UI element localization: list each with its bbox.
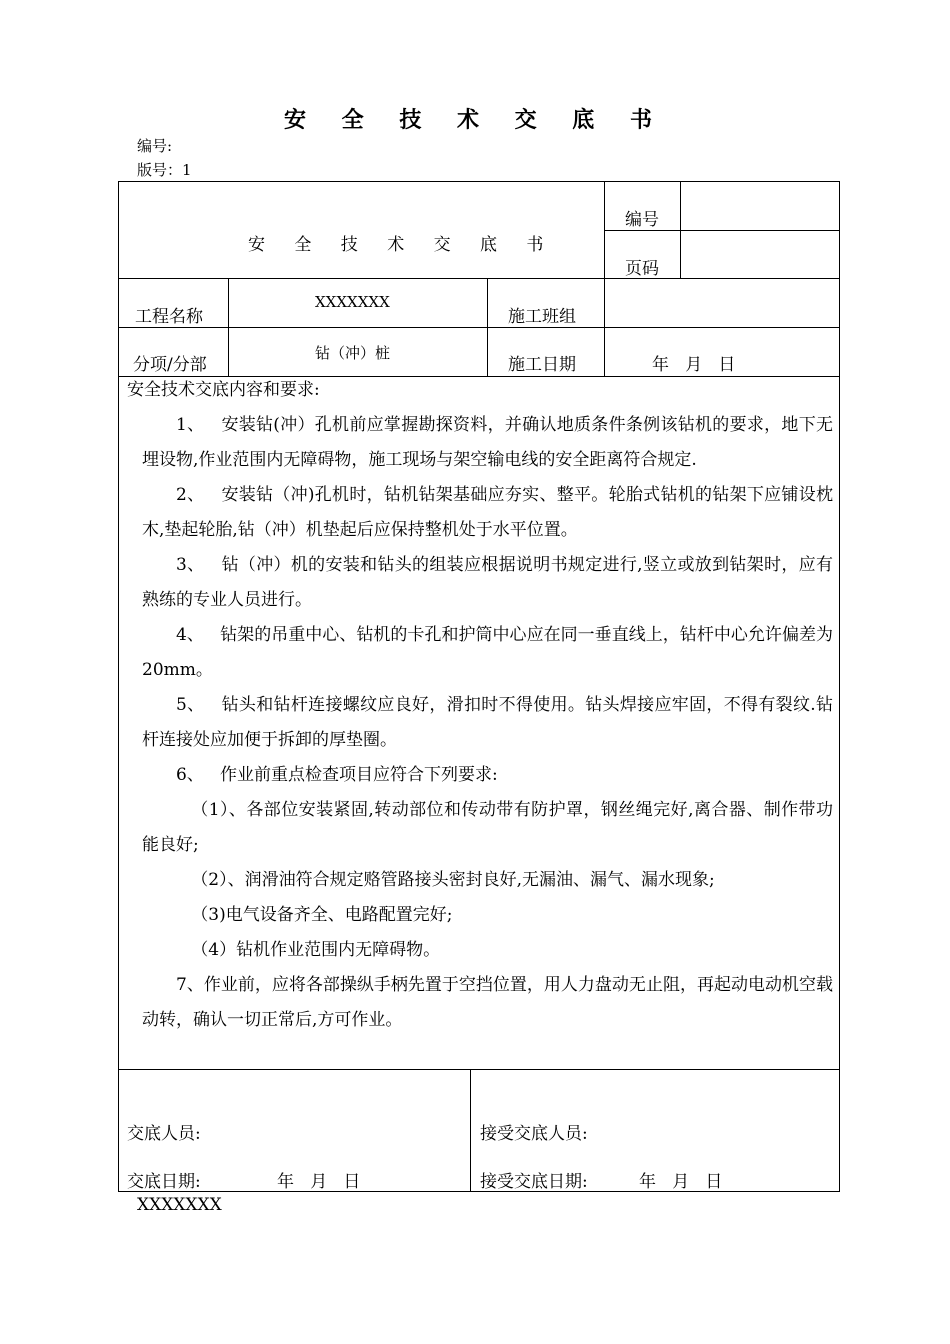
content-subitem: （3)电气设备齐全、电路配置完好;	[191, 905, 453, 925]
content-subitem: （1）、各部位安装紧固,转动部位和传动带有防护罩，钢丝绳完好,离合器、制作带功能良好;	[142, 800, 833, 855]
receiver-date-label: 接受交底日期:	[480, 1172, 588, 1192]
table-divider	[118, 1069, 840, 1070]
content-item: 3、 钻（冲）机的安装和钻头的组装应根据说明书规定进行,竖立或放到钻架时，应有熟练的专业人员进行。	[142, 555, 833, 610]
safety-content	[127, 377, 833, 1038]
date-value: 年 月 日	[652, 355, 736, 375]
subitem-value: 钻（冲）桩	[315, 344, 391, 362]
table-divider	[604, 181, 605, 377]
project-name-label: 工程名称	[135, 307, 203, 327]
content-item: 1、 安装钻(冲）孔机前应掌握勘探资料，并确认地质条件条例该钻机的要求，地下无埋设物,作业范围内无障碍物，施工现场与架空输电线的安全距离符合规定.	[142, 415, 833, 470]
receiver-label: 接受交底人员:	[480, 1124, 588, 1144]
giver-date-value: 年 月 日	[277, 1172, 361, 1192]
content-item: 4、 钻架的吊重中心、钻机的卡孔和护筒中心应在同一垂直线上，钻杆中心允许偏差为20mm。	[142, 625, 833, 680]
team-label: 施工班组	[508, 307, 576, 327]
content-item: 6、 作业前重点检查项目应符合下列要求:	[176, 765, 498, 785]
code-label: 编号	[625, 210, 659, 230]
content-subitem: （2）、润滑油符合规定赂管路接头密封良好,无漏油、漏气、漏水现象;	[191, 870, 715, 890]
document-number-label: 编号:	[137, 137, 173, 155]
page-label: 页码	[625, 259, 659, 279]
table-divider	[470, 1069, 471, 1192]
content-item: 7、作业前，应将各部操纵手柄先置于空挡位置，用人力盘动无止阻，再起动电动机空载动转，确认一切正常后,方可作业。	[142, 975, 833, 1030]
giver-label: 交底人员:	[127, 1124, 201, 1144]
table-border-left	[118, 181, 119, 1192]
subitem-label: 分项/分部	[133, 355, 207, 375]
table-border-bottom	[118, 1191, 840, 1192]
table-border-right	[839, 181, 840, 1192]
content-item: 5、 钻头和钻杆连接螺纹应良好，滑扣时不得使用。钻头焊接应牢固，不得有裂纹.钻杆连接处应加便于拆卸的厚垫圈。	[142, 695, 833, 750]
content-heading: 安全技术交底内容和要求:	[127, 380, 320, 400]
receiver-date-value: 年 月 日	[639, 1172, 723, 1192]
document-footer: XXXXXXX	[137, 1195, 222, 1215]
table-divider	[118, 327, 840, 328]
giver-date-label: 交底日期:	[127, 1172, 201, 1192]
table-divider	[604, 230, 840, 231]
table-divider	[118, 278, 840, 279]
document-title: 安 全 技 术 交 底 书	[284, 107, 666, 133]
content-item: 2、 安装钻（冲)孔机时，钻机钻架基础应夯实、整平。轮胎式钻机的钻架下应铺设枕木,垫起轮胎,钻（冲）机垫起后应保持整机处于水平位置。	[142, 485, 833, 540]
content-subitem: （4）钻机作业范围内无障碍物。	[191, 940, 441, 960]
date-label: 施工日期	[508, 355, 576, 375]
table-border-top	[118, 181, 840, 182]
document-version-label: 版号：1	[137, 161, 192, 179]
table-header-title: 安 全 技 术 交 底 书	[248, 235, 556, 255]
project-name-value: XXXXXXX	[315, 293, 390, 311]
